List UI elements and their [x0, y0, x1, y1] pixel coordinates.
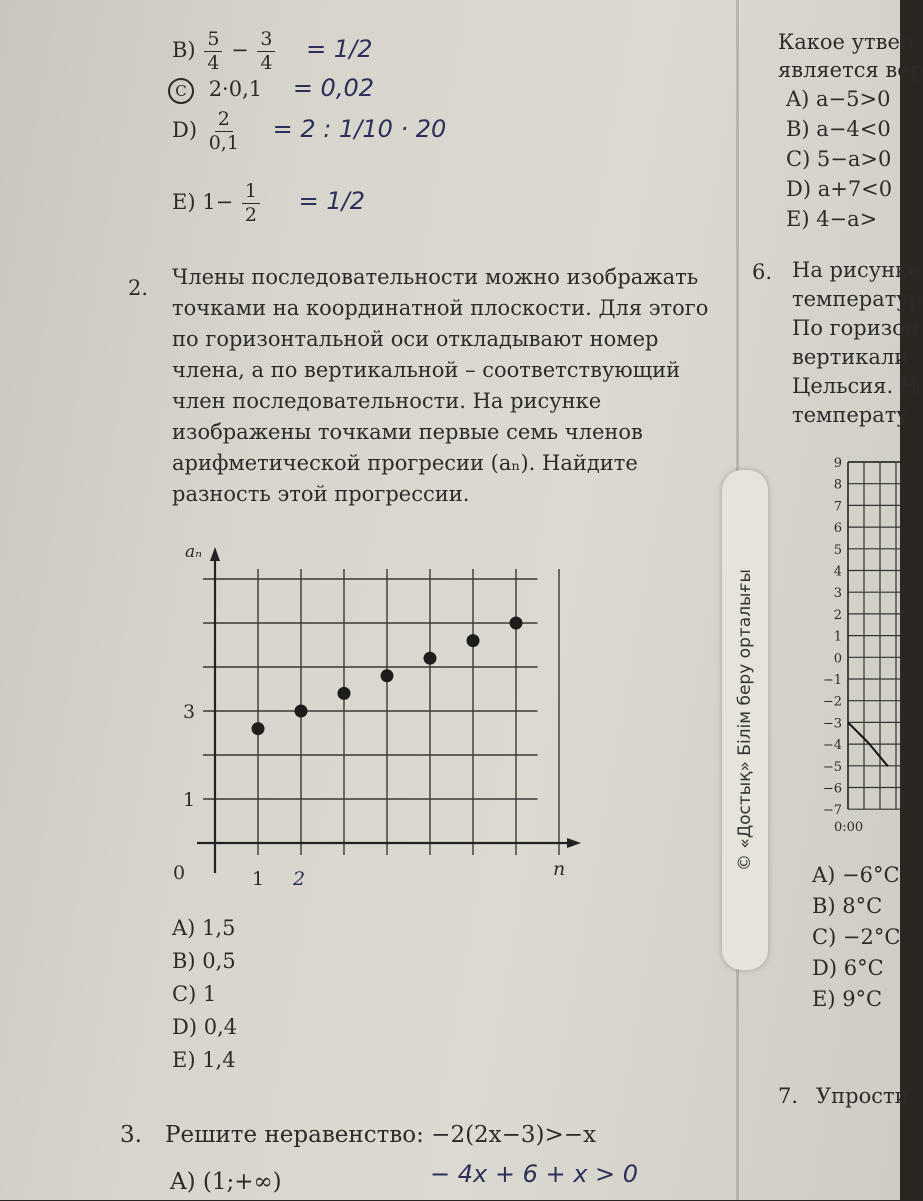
- text-line: Цельсия. Н: [792, 374, 919, 398]
- chart-grid: [203, 569, 559, 855]
- tick-label-x-2: 2: [293, 868, 306, 890]
- text-line: члена, а по вертикальной – соответствующий: [172, 358, 681, 382]
- option-a[interactable]: A) 1,5: [172, 916, 236, 940]
- handwritten-answer: = 1/2: [306, 34, 373, 63]
- temp-tick-label: 6: [833, 521, 842, 537]
- temp-tick-label: −4: [822, 738, 842, 754]
- text-line: по горизонтальной оси откладывают номер: [172, 327, 659, 351]
- question-5-text: [778, 28, 923, 84]
- tick-label-x-0: 0: [173, 862, 186, 884]
- option-d[interactable]: D) 0,4: [172, 1015, 238, 1039]
- option-c[interactable]: C) −2°C: [812, 925, 901, 949]
- tick-label-y-1: 1: [183, 789, 196, 811]
- tick-label-x-1: 1: [252, 868, 265, 890]
- text-line: вертикали: [792, 345, 909, 369]
- q1-option-c: [168, 70, 374, 107]
- data-point-7: [510, 617, 523, 630]
- den: 2: [244, 203, 257, 226]
- option-d[interactable]: D) 6°C: [812, 956, 884, 980]
- question-number: 2.: [128, 276, 149, 300]
- q1-e-label: E): [172, 189, 196, 214]
- x-axis-arrow: [567, 838, 581, 848]
- time-label: 0:00: [834, 820, 864, 836]
- x-axis-label: n: [553, 858, 566, 880]
- text-line: изображены точками первые семь членов: [172, 420, 643, 444]
- handwritten-answer: = 2 : 1/10 · 20: [272, 114, 447, 143]
- option-b[interactable]: B) 0,5: [172, 949, 236, 973]
- den: 0,1: [208, 131, 239, 154]
- temperature-chart: [800, 450, 900, 840]
- circled-option-c: C: [168, 78, 194, 104]
- option-c[interactable]: C) 1: [172, 982, 217, 1006]
- chart-labels: [173, 542, 565, 890]
- q1-d-label: D): [172, 117, 198, 142]
- num: 5: [204, 28, 222, 52]
- text-line: Какое утвер: [778, 30, 914, 54]
- text-line: является вер: [778, 58, 923, 82]
- data-point-4: [381, 669, 394, 682]
- temp-tick-label: 7: [833, 499, 842, 515]
- chart-axes: [197, 547, 581, 873]
- temp-tick-label: 4: [833, 564, 842, 580]
- text-line: член последовательности. На рисунке: [172, 389, 602, 413]
- temp-tick-label: −7: [822, 803, 842, 819]
- text-line: На рисунке: [792, 258, 921, 282]
- y-axis-label: aₙ: [185, 542, 203, 562]
- data-point-5: [424, 652, 437, 665]
- question-7-text: Упрости: [816, 1084, 909, 1108]
- option-a[interactable]: A) (1;+∞): [170, 1169, 282, 1195]
- fraction: [257, 28, 275, 75]
- text-line: температур: [792, 287, 923, 311]
- question-6-options: [812, 860, 900, 1015]
- temp-tick-label: −3: [822, 716, 842, 732]
- text-line: разность этой прогрессии.: [172, 482, 470, 506]
- den: 4: [260, 51, 273, 74]
- option-a[interactable]: A) a−5>0: [786, 87, 891, 111]
- data-point-2: [295, 705, 308, 718]
- option-b[interactable]: B) 8°C: [812, 894, 883, 918]
- question-5-options: [786, 84, 892, 234]
- q1-b-label: B): [172, 37, 196, 62]
- temp-tick-label: 9: [833, 456, 842, 471]
- option-e[interactable]: E) 9°C: [812, 987, 883, 1011]
- option-a[interactable]: A) −6°C: [812, 863, 900, 887]
- num: 2: [215, 108, 233, 132]
- data-point-6: [467, 634, 480, 647]
- sequence-chart: [160, 525, 600, 895]
- option-c[interactable]: C) 5−a>0: [786, 147, 892, 171]
- y-axis-arrow: [210, 547, 220, 561]
- handwritten-work: − 4x + 6 + x > 0: [430, 1160, 639, 1188]
- temp-tick-label: −1: [822, 673, 842, 688]
- question-2-options: [172, 912, 237, 1077]
- question-number: 6.: [752, 260, 773, 284]
- temp-tick-label: −6: [822, 781, 842, 797]
- temp-tick-label: 5: [833, 542, 842, 558]
- question-number: 3.: [120, 1122, 142, 1148]
- data-point-1: [252, 722, 265, 735]
- option-b[interactable]: B) a−4<0: [786, 117, 891, 141]
- den: 4: [207, 51, 220, 74]
- question-6-text: [792, 256, 922, 430]
- temp-tick-label: −2: [822, 694, 842, 710]
- tick-label-y-3: 3: [183, 701, 196, 723]
- q1-option-b: [172, 28, 373, 75]
- temp-tick-label: 8: [833, 477, 842, 493]
- text-line: Члены последовательности можно изображать: [172, 265, 699, 289]
- option-e[interactable]: E) 4−a>: [786, 207, 878, 231]
- num: 1: [242, 180, 260, 204]
- fraction: [242, 180, 260, 227]
- text-line: По горизон: [792, 316, 919, 340]
- temp-tick-label: 2: [833, 607, 842, 623]
- question-3-text: Решите неравенство: −2(2x−3)>−x: [165, 1122, 597, 1148]
- temp-tick-label: 1: [833, 629, 842, 645]
- option-e[interactable]: E) 1,4: [172, 1048, 236, 1072]
- minus: −: [231, 37, 249, 62]
- data-point-3: [338, 687, 351, 700]
- q1-option-e: [172, 180, 365, 227]
- publisher-mark: © «Достық» Білім беру орталығы: [735, 569, 755, 871]
- handwritten-answer: = 0,02: [292, 74, 374, 102]
- temp-tick-label: 0: [833, 651, 842, 667]
- q1-option-d: [172, 108, 446, 155]
- temp-tick-label: −5: [822, 759, 842, 775]
- fraction: [204, 28, 222, 75]
- q1-c-expr: 2·0,1: [208, 77, 263, 101]
- text-line: температу: [792, 403, 909, 427]
- q1-e-prefix: 1−: [202, 189, 234, 214]
- temp-tick-label: 3: [833, 586, 842, 602]
- option-d[interactable]: D) a+7<0: [786, 177, 893, 201]
- num: 3: [257, 28, 275, 52]
- question-2-text: [172, 262, 708, 510]
- text-line: арифметической прогресии (aₙ). Найдите: [172, 451, 638, 475]
- question-number: 7.: [778, 1084, 799, 1108]
- text-line: точками на координатной плоскости. Для этого: [172, 296, 709, 320]
- fraction: [206, 108, 242, 155]
- handwritten-answer: = 1/2: [298, 186, 366, 215]
